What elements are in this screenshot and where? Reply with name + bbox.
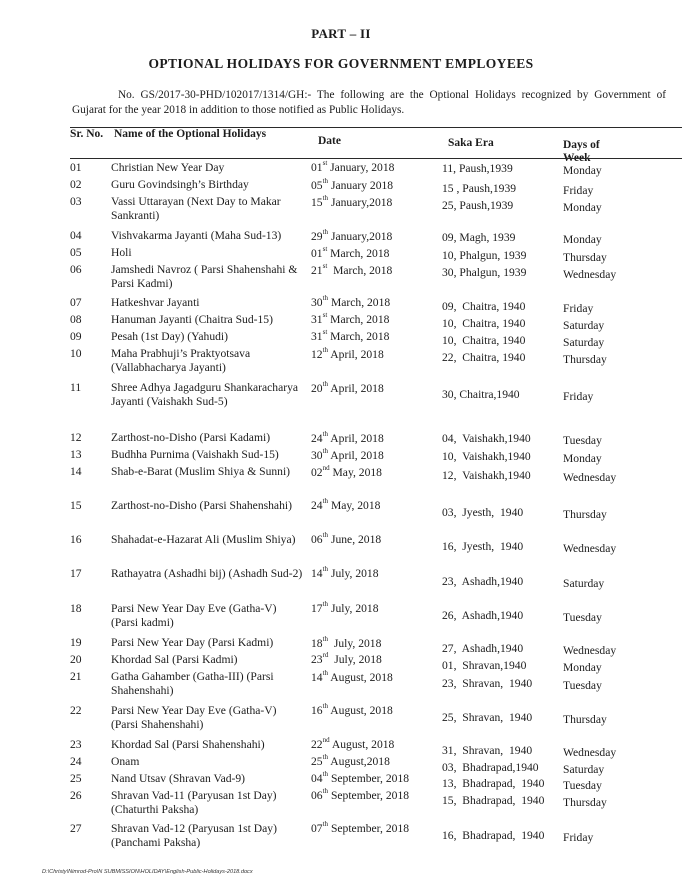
saka-era-date: 03, Jyesth, 1940 [442,506,524,519]
date-ordinal-suffix: th [322,497,329,506]
date-month-year: August, 2018 [329,738,395,751]
serial-number: 18 [70,602,82,615]
holiday-name: Christian New Year Day [111,161,225,174]
header-date: Date [318,135,341,147]
holiday-name: Hanuman Jayanti (Chaitra Sud-15) [111,313,273,326]
holiday-name: Vassi Uttarayan (Next Day to Makar Sankranti) [111,195,281,222]
date-ordinal-suffix: th [322,447,329,456]
holiday-date [311,772,409,786]
date-day: 01 [311,161,323,174]
saka-era-date: 25, Paush,1939 [442,199,514,212]
date-day: 25 [311,755,323,768]
saka-era-date: 11, Paush,1939 [442,162,513,175]
day-of-week: Wednesday [563,746,617,759]
date-month-year: July, 2018 [328,567,379,580]
serial-number: 05 [70,246,82,259]
date-day: 01 [311,247,323,260]
saka-era-date: 15, Bhadrapad, 1940 [442,794,545,807]
date-ordinal-suffix: th [322,380,329,389]
holiday-name: Zarthost-no-Disho (Parsi Shahenshahi) [111,499,292,512]
date-day: 16 [311,704,323,717]
serial-number: 04 [70,229,82,242]
header-holiday-name: Name of the Optional Holidays [114,128,267,140]
date-ordinal-suffix: st [322,262,328,271]
serial-number: 03 [70,195,82,208]
date-ordinal-suffix: th [322,635,329,644]
serial-number: 12 [70,431,82,444]
holiday-date [311,533,381,547]
saka-era-date: 03, Bhadrapad,1940 [442,761,539,774]
day-of-week: Monday [563,661,602,674]
holiday-date [311,653,382,667]
saka-era-date: 22, Chaitra, 1940 [442,351,526,364]
date-day: 07 [311,822,323,835]
page-title: OPTIONAL HOLIDAYS FOR GOVERNMENT EMPLOYEES [148,56,534,71]
serial-number: 16 [70,533,82,546]
serial-number: 02 [70,178,82,191]
date-month-year: April, 2018 [328,382,384,395]
saka-era-date: 25, Shravan, 1940 [442,711,533,724]
date-day: 02 [311,466,323,479]
date-month-year: May, 2018 [328,499,381,512]
intro-paragraph: No. GS/2017-30-PHD/102017/1314/GH:- The following are the Optional Holidays recognized by Government of Gujarat for the year 2018 in addition to those notified as Public Holidays. [72,89,666,116]
day-of-week: Friday [563,390,594,403]
serial-number: 08 [70,313,82,326]
saka-era-date: 26, Ashadh,1940 [442,609,524,622]
date-ordinal-suffix: th [322,600,329,609]
file-path-footer: D:\Christy\Nimrod-Pro\N SUBMISSION\HOLIDAY\English-Public-Holidays-2018.docx [42,869,253,875]
table-header-rule [70,158,682,159]
saka-era-date: 31, Shravan, 1940 [442,744,533,757]
date-ordinal-suffix: nd [322,464,330,473]
day-of-week: Thursday [563,796,607,809]
holiday-date [311,264,392,278]
holiday-date [311,738,394,752]
date-month-year: January,2018 [328,230,393,243]
date-ordinal-suffix: th [322,787,329,796]
date-ordinal-suffix: th [322,430,329,439]
date-day: 12 [311,348,323,361]
holiday-name: Shahadat-e-Hazarat Ali (Muslim Shiya) [111,533,296,546]
date-ordinal-suffix: st [322,311,328,320]
date-day: 20 [311,382,323,395]
serial-number: 17 [70,567,82,580]
holiday-date [311,247,389,261]
day-of-week: Thursday [563,353,607,366]
holiday-name: Maha Prabhuji’s Praktyotsava (Vallabhacharya Jayanti) [111,347,251,374]
day-of-week: Saturday [563,319,605,332]
holiday-name: Shree Adhya Jagadguru Shankaracharya Jayanti (Vaishakh Sud-5) [111,381,299,408]
header-saka-era: Saka Era [448,137,494,149]
holiday-name: Khordad Sal (Parsi Kadmi) [111,653,238,666]
day-of-week: Wednesday [563,542,617,555]
holiday-name: Parsi New Year Day (Parsi Kadmi) [111,636,274,649]
date-ordinal-suffix: st [322,159,328,168]
date-month-year: March, 2018 [327,313,390,326]
serial-number: 10 [70,347,82,360]
holiday-name: Rathayatra (Ashadhi bij) (Ashadh Sud-2) [111,567,303,580]
date-month-year: September, 2018 [328,772,410,785]
date-day: 24 [311,432,323,445]
holiday-name: Shab-e-Barat (Muslim Shiya & Sunni) [111,465,291,478]
holiday-date [311,296,390,310]
serial-number: 25 [70,772,82,785]
date-day: 14 [311,567,323,580]
serial-number: 22 [70,704,82,717]
date-ordinal-suffix: th [322,753,329,762]
day-of-week: Friday [563,302,594,315]
holiday-name: Khordad Sal (Parsi Shahenshahi) [111,738,265,751]
date-month-year: April, 2018 [328,348,384,361]
saka-era-date: 09, Magh, 1939 [442,231,516,244]
holiday-name: Zarthost-no-Disho (Parsi Kadami) [111,431,271,444]
saka-era-date: 16, Bhadrapad, 1940 [442,829,545,842]
header-day-of-week: Days of Week [563,139,600,164]
holiday-date [311,230,392,244]
date-day: 31 [311,330,323,343]
saka-era-date: 12, Vaishakh,1940 [442,469,531,482]
serial-number: 24 [70,755,82,768]
date-day: 21 [311,264,323,277]
date-month-year: July, 2018 [328,602,379,615]
date-month-year: March, 2018 [328,296,391,309]
holiday-name: Nand Utsav (Shravan Vad-9) [111,772,246,785]
holiday-date [311,313,389,327]
day-of-week: Thursday [563,713,607,726]
serial-number: 07 [70,296,82,309]
holiday-date [311,822,409,836]
holiday-date [311,161,394,175]
holiday-date [311,567,379,581]
day-of-week: Wednesday [563,644,617,657]
saka-era-date: 16, Jyesth, 1940 [442,540,524,553]
saka-era-date: 09, Chaitra, 1940 [442,300,526,313]
date-ordinal-suffix: th [322,565,329,574]
date-ordinal-suffix: th [322,346,329,355]
serial-number: 11 [70,381,82,394]
saka-era-date: 10, Chaitra, 1940 [442,317,526,330]
serial-number: 19 [70,636,82,649]
date-day: 06 [311,533,323,546]
date-day: 22 [311,738,323,751]
date-month-year: January,2018 [328,196,393,209]
date-month-year: April, 2018 [328,449,384,462]
day-of-week: Thursday [563,251,607,264]
saka-era-date: 23, Ashadh,1940 [442,575,524,588]
holiday-date [311,789,409,803]
saka-era-date: 01, Shravan,1940 [442,659,527,672]
holiday-date [311,382,384,396]
serial-number: 09 [70,330,82,343]
date-day: 18 [311,637,323,650]
saka-era-date: 10, Phalgun, 1939 [442,249,527,262]
date-day: 30 [311,449,323,462]
date-day: 31 [311,313,323,326]
day-of-week: Saturday [563,577,605,590]
holiday-name: Hatkeshvar Jayanti [111,296,200,309]
day-of-week: Tuesday [563,611,602,624]
date-day: 05 [311,179,323,192]
date-month-year: January, 2018 [327,161,395,174]
day-of-week: Monday [563,233,602,246]
holiday-date [311,704,393,718]
serial-number: 26 [70,789,82,802]
day-of-week: Tuesday [563,779,602,792]
day-of-week: Friday [563,184,594,197]
date-day: 24 [311,499,323,512]
date-month-year: July, 2018 [328,653,382,666]
holiday-date [311,196,392,210]
holiday-name: Onam [111,755,140,768]
date-month-year: September, 2018 [328,789,410,802]
saka-era-date: 15 , Paush,1939 [442,182,517,195]
header-sr-no: Sr. No. [70,128,104,140]
saka-era-date: 30, Chaitra,1940 [442,388,520,401]
date-ordinal-suffix: rd [322,651,329,660]
holiday-date [311,602,379,616]
serial-number: 20 [70,653,82,666]
date-ordinal-suffix: th [322,177,329,186]
holiday-date [311,348,384,362]
serial-number: 14 [70,465,82,478]
holiday-name: Budhha Purnima (Vaishakh Sud-15) [111,448,279,461]
date-day: 17 [311,602,323,615]
day-of-week: Monday [563,201,602,214]
serial-number: 21 [70,670,82,683]
date-month-year: March, 2018 [327,264,393,277]
holiday-name: Shravan Vad-12 (Paryusan 1st Day) (Panchami Paksha) [111,822,277,849]
day-of-week: Tuesday [563,679,602,692]
date-day: 29 [311,230,323,243]
day-of-week: Monday [563,452,602,465]
date-month-year: May, 2018 [329,466,382,479]
date-day: 15 [311,196,323,209]
holiday-date [311,671,393,685]
date-month-year: August, 2018 [328,704,393,717]
saka-era-date: 04, Vaishakh,1940 [442,432,531,445]
date-day: 04 [311,772,323,785]
holiday-name: Parsi New Year Day Eve (Gatha-V) (Parsi Shahenshahi) [111,704,277,731]
date-month-year: June, 2018 [328,533,382,546]
date-ordinal-suffix: th [322,531,329,540]
date-ordinal-suffix: st [322,328,328,337]
date-month-year: March, 2018 [327,330,390,343]
day-of-week: Tuesday [563,434,602,447]
holiday-date [311,466,382,480]
serial-number: 01 [70,161,82,174]
holiday-name: Shravan Vad-11 (Paryusan 1st Day) (Chaturthi Paksha) [111,789,277,816]
holiday-date [311,449,384,463]
date-ordinal-suffix: th [322,228,329,237]
saka-era-date: 13, Bhadrapad, 1940 [442,777,545,790]
day-of-week: Saturday [563,336,605,349]
date-month-year: January 2018 [328,179,394,192]
day-of-week: Monday [563,164,602,177]
date-month-year: March, 2018 [327,247,390,260]
holiday-name: Parsi New Year Day Eve (Gatha-V) (Parsi kadmi) [111,602,277,629]
day-of-week: Thursday [563,508,607,521]
saka-era-date: 27, Ashadh,1940 [442,642,524,655]
date-ordinal-suffix: st [322,245,328,254]
holiday-name: Pesah (1st Day) (Yahudi) [111,330,229,343]
date-day: 14 [311,671,323,684]
date-ordinal-suffix: th [322,669,329,678]
holiday-date [311,637,381,651]
date-ordinal-suffix: th [322,770,329,779]
serial-number: 15 [70,499,82,512]
holiday-date [311,755,390,769]
date-ordinal-suffix: th [322,820,329,829]
holiday-name: Holi [111,246,132,259]
date-month-year: July, 2018 [328,637,382,650]
holiday-date [311,432,384,446]
day-of-week: Saturday [563,763,605,776]
holiday-date [311,499,380,513]
holiday-date [311,330,389,344]
date-ordinal-suffix: th [322,702,329,711]
serial-number: 13 [70,448,82,461]
saka-era-date: 10, Vaishakh,1940 [442,450,531,463]
date-ordinal-suffix: th [322,194,329,203]
day-of-week: Wednesday [563,268,617,281]
date-day: 23 [311,653,323,666]
date-ordinal-suffix: nd [322,736,330,745]
date-month-year: April, 2018 [328,432,384,445]
day-of-week: Wednesday [563,471,617,484]
holiday-name: Jamshedi Navroz ( Parsi Shahenshahi & Parsi Kadmi) [111,263,298,290]
part-heading: PART – II [311,26,371,41]
holiday-name: Gatha Gahamber (Gatha-III) (Parsi Shahenshahi) [111,670,274,697]
date-month-year: August, 2018 [328,671,393,684]
serial-number: 27 [70,822,82,835]
holiday-date [311,179,393,193]
date-day: 30 [311,296,323,309]
saka-era-date: 23, Shravan, 1940 [442,677,533,690]
holiday-name: Guru Govindsingh’s Birthday [111,178,249,191]
serial-number: 06 [70,263,82,276]
date-day: 06 [311,789,323,802]
saka-era-date: 30, Phalgun, 1939 [442,266,527,279]
date-month-year: August,2018 [328,755,390,768]
saka-era-date: 10, Chaitra, 1940 [442,334,526,347]
date-ordinal-suffix: th [322,294,329,303]
holiday-name: Vishvakarma Jayanti (Maha Sud-13) [111,229,282,242]
day-of-week: Friday [563,831,594,844]
date-month-year: September, 2018 [328,822,410,835]
serial-number: 23 [70,738,82,751]
